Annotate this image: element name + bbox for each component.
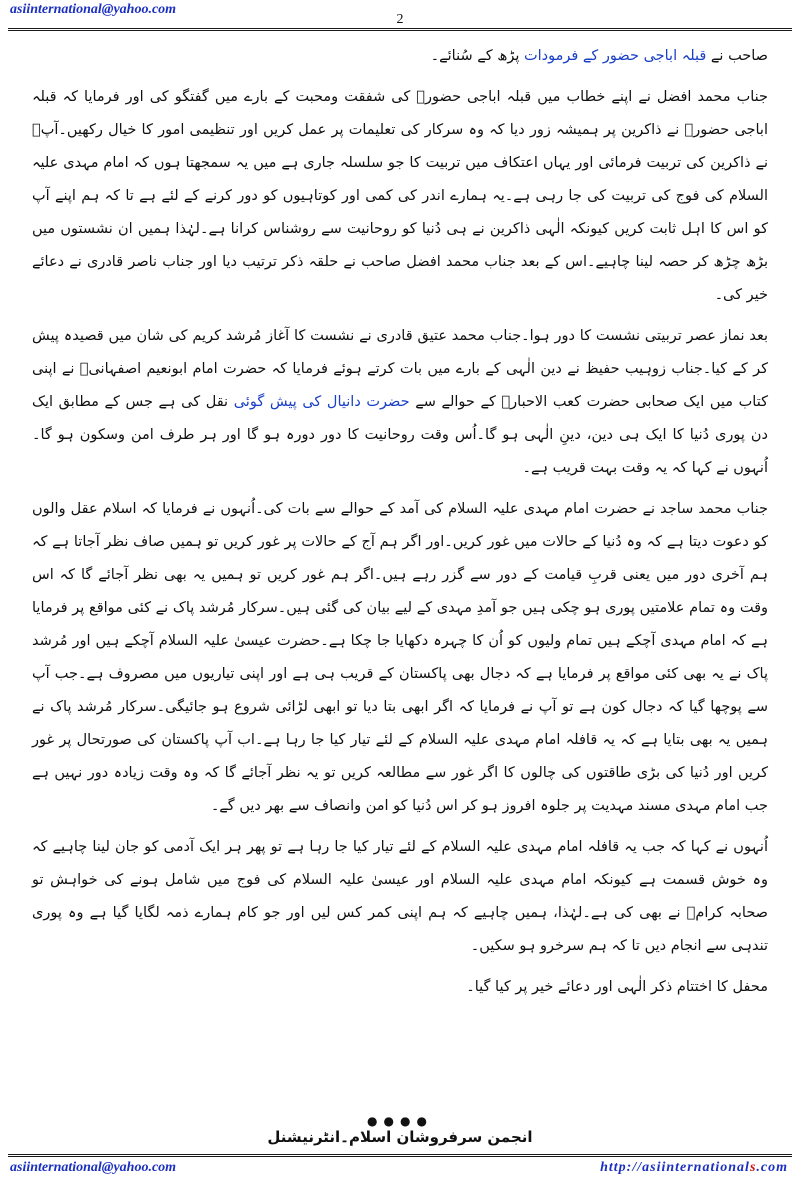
paragraph-5: اُنہوں نے کہا کہ جب یہ قافلہ امام مہدی علیہ السلام کے لئے تیار کیا جا رہا ہے تو پھر ہر ایک آدمی کو جان لینا چاہیے کہ وہ خوش قسمت ہے کیونکہ امام مہدی علیہ السلام اور عیسیٰ علیہ السلام کی فوج میں شامل ہونے کی خواہش تو صحابہ کرامؓ نے بھی کی ہے۔لہٰذا، ہمیں چاہیے کہ ہم اپنی کمر کس لیں اور جو کام ہمارے ذمہ لگایا گیا ہے وہ پوری تندہی سے انجام دیں تا کہ ہم سرخرو ہو سکیں۔ <box>32 839 768 954</box>
footer-divider <box>8 1154 792 1157</box>
paragraph-3 <box>32 320 768 485</box>
farmoodat-link[interactable]: قبلہ اباجی حضور کے فرمودات <box>523 48 707 64</box>
footer-url-part-b: .com <box>756 1160 788 1175</box>
footer-organization-title: انجمن سرفروشان اسلام۔انٹرنیشنل <box>267 1128 533 1146</box>
paragraph-1-text-a: صاحب نے <box>706 48 768 64</box>
header-email[interactable]: asiinternational@yahoo.com <box>10 2 177 17</box>
paragraph-1-text-b: پڑھ کے سُنائے۔ <box>430 48 524 64</box>
paragraph-3-text-a: بعد نماز عصر تربیتی نشست کا دور ہوا۔جناب محمد عتیق قادری نے نشست کا آغاز مُرشد کریم کی شان میں قصیدہ پیش کر کے کیا۔جناب زوہیب حفیظ نے دین الٰہی کے بارے میں بات کرتے ہوئے فرمایا کہ حضرت امام ابونعیم اصفہانیؒ نے اپنی کتاب میں ایک صحابی حضرت کعب الاحبارؓ کے حوالے سے <box>32 328 768 410</box>
paragraph-1 <box>32 40 768 73</box>
paragraph-2: جناب محمد افضل نے اپنے خطاب میں قبلہ اباجی حضورؒ کی شفقت ومحبت کے بارے میں گفتگو کی اور فرمایا کہ قبلہ اباجی حضورؒ نے ذاکرین پر ہمیشہ زور دیا کہ وہ سرکار کی تعلیمات پر عمل کریں اور تنظیمی امور کا خیال رکھیں۔آپؒ نے ذاکرین کی تربیت فرمائی اور یہاں اعتکاف میں تربیت کا جو سلسلہ جاری ہے میں یہ سمجھتا ہوں کہ امام مہدی علیہ السلام کی فوج کی تربیت کی جا رہی ہے۔یہ ہمارے اندر کی کمی اور کوتاہیوں کو دور کرنے کے لئے ہے تا کہ ہم اپنے آپ کو اس کا اہل ثابت کریں کیونکہ الٰہی ذاکرین نے ہی دُنیا کو روحانیت سے روشناس کرانا ہے۔لہٰذا ہمیں ان نشستوں میں بڑھ چڑھ کر حصہ لینا چاہیے۔اس کے بعد جناب محمد افضل صاحب نے حلقہ ذکر ترتیب دیا اور جناب ناصر قادری نے دعائے خیر کی۔ <box>32 89 768 303</box>
footer-email[interactable]: asiinternational@yahoo.com <box>10 1160 177 1175</box>
paragraph-6: محفل کا اختتام ذکر الٰہی اور دعائے خیر پر کیا گیا۔ <box>466 979 768 995</box>
footer-url-part-a: http://asiinternational <box>600 1160 750 1175</box>
footer-url-part-s: s <box>749 1160 757 1175</box>
paragraph-4: جناب محمد ساجد نے حضرت امام مہدی علیہ السلام کی آمد کے حوالے سے بات کی۔اُنہوں نے فرمایا کہ اسلام عقل والوں کو دعوت دیتا ہے کہ وہ دُنیا کے حالات میں غور کریں۔اور اگر ہم آج کے حالات پر غور کریں تو ہمیں صاف نظر آجاتا ہے کہ ہم آخری دور میں یعنی قربِ قیامت کے دور سے گزر رہے ہیں۔اگر ہم غور کریں تو ہمیں یہ بھی نظر آجائے گا کہ اس وقت وہ تمام علامتیں پوری ہو چکی ہیں جو آمدِ مہدی کے لیے بیان کی گئی ہیں۔سرکار مُرشد پاک نے کئی مواقع پر فرمایا ہے کہ امام مہدی آچکے ہیں تمام ولیوں کو اُن کا چہرہ دکھایا جا چکا ہے۔حضرت عیسیٰ علیہ السلام آچکے ہیں اور مُرشد پاک نے یہ بھی کئی مواقع پر فرمایا ہے کہ دجال بھی پاکستان کے قریب ہی ہے اور اپنی تیاریوں میں مصروف ہے۔جب آپ سے پوچھا گیا کہ دجال کون ہے تو آپ نے فرمایا کہ اگر ابھی بتا دیا تو ابھی لڑائی شروع ہو جائیگی۔سرکار مُرشد پاک نے ہمیں یہ بھی بتایا ہے کہ یہ قافلہ امام مہدی علیہ السلام کے لئے تیار کیا جا رہا ہے۔اب آپ پاکستان کی صورتحال پر غور کریں اور دُنیا کی بڑی طاقتوں کی چالوں کا اگر غور سے مطالعہ کریں تو یہ نظر آجائے گا کہ وہ وقت زیادہ دور نہیں ہے جب امام مہدی مسند مہدیت پر جلوہ افروز ہو کر اس دُنیا کو امن وانصاف سے بھر دیں گے۔ <box>32 501 768 814</box>
article-body <box>32 40 768 1004</box>
page-number: 2 <box>396 12 404 27</box>
paragraph-3-text-b: نقل کی ہے جس کے مطابق ایک دن پوری دُنیا کا ایک ہی دین، دینِ الٰہی ہو گا۔اُس وقت روحانیت کا دور دورہ ہو گا اور ہر طرف امن وسکون ہو گا۔اُنہوں نے کہا کہ یہ وقت بہت قریب ہے۔ <box>32 394 768 476</box>
section-ornament: ●●●● <box>367 1114 433 1128</box>
header-divider <box>8 28 792 31</box>
footer-website-link[interactable] <box>600 1160 788 1176</box>
daniyal-prophecy-link[interactable]: حضرت دانیال کی پیش گوئی <box>233 394 410 410</box>
